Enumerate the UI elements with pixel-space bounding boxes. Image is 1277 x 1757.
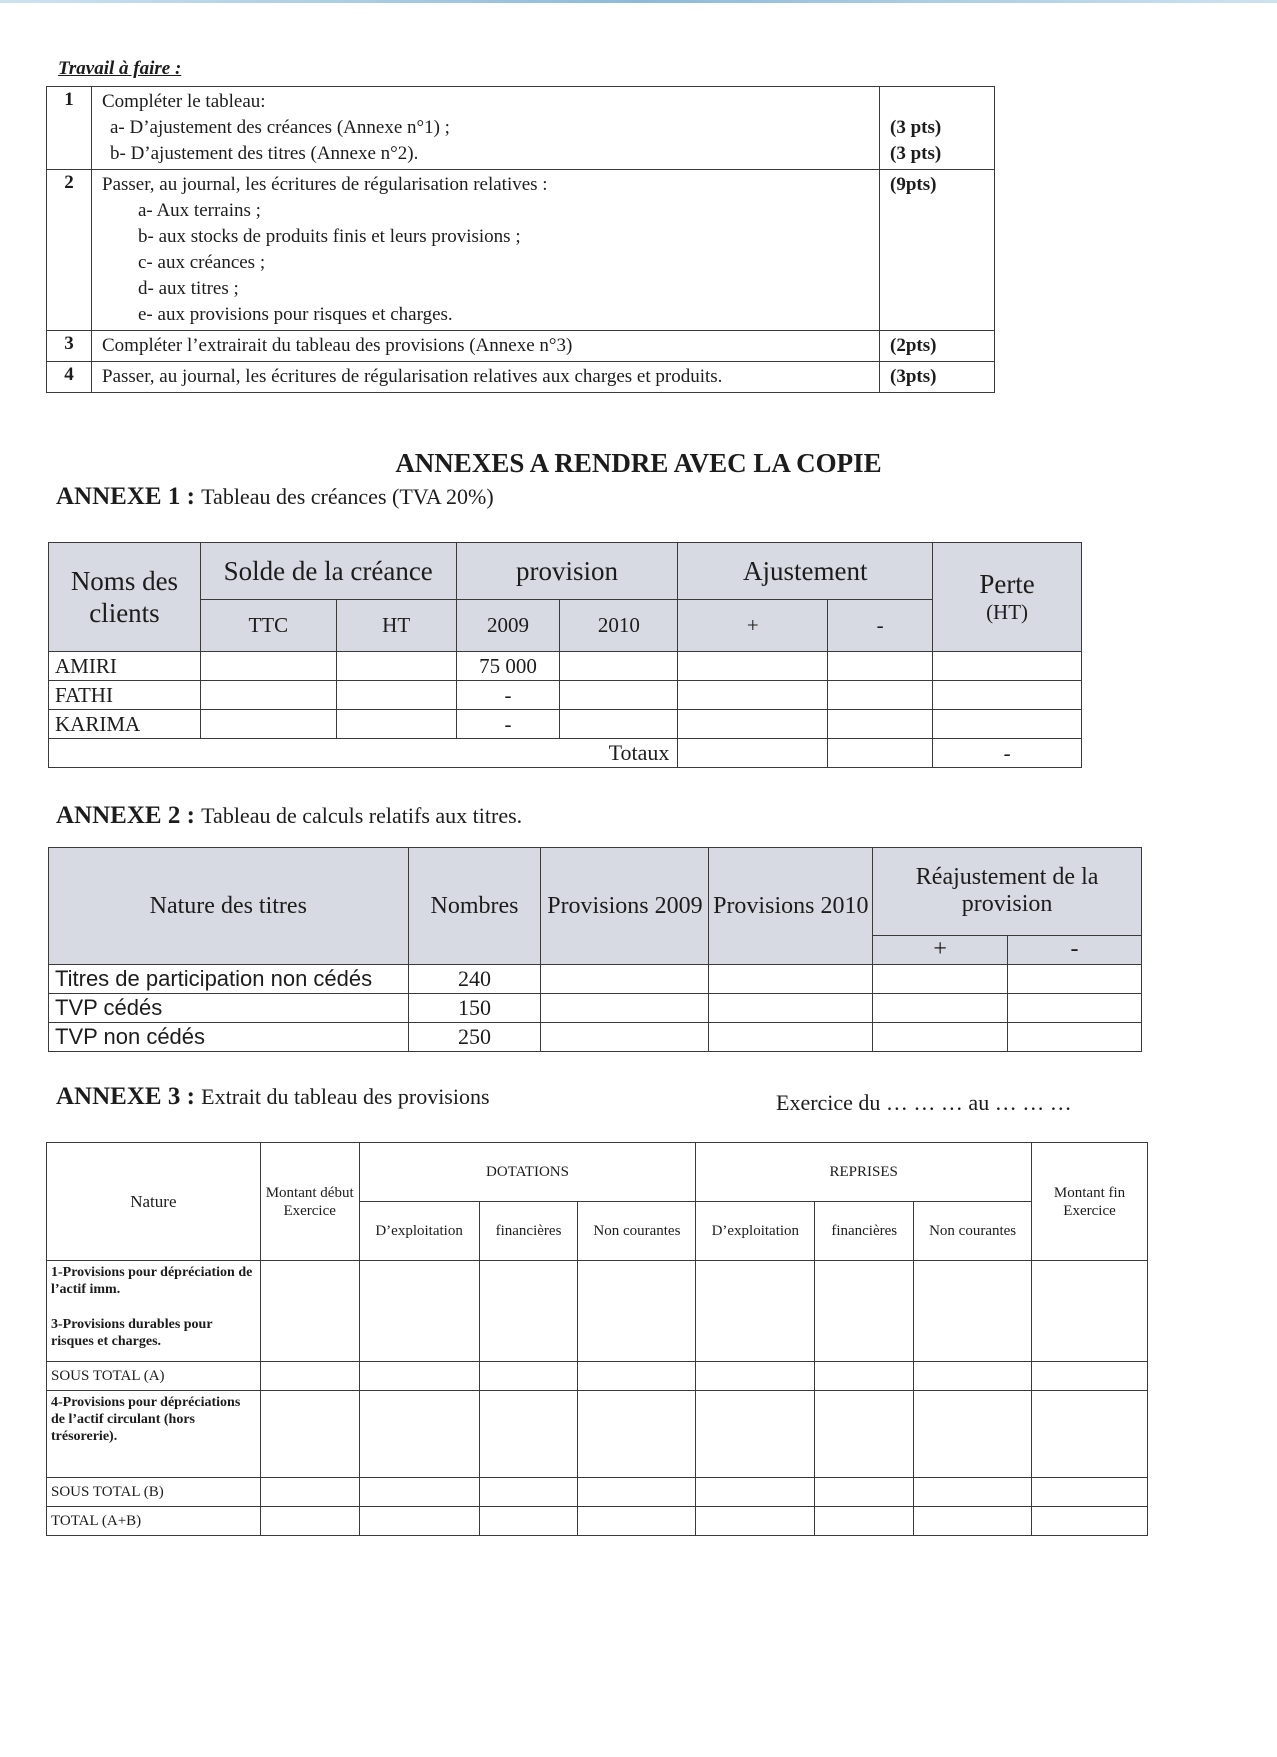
task-points: (9pts) xyxy=(880,170,995,331)
provision-2009: - xyxy=(456,710,560,739)
titre-nature: Titres de participation non cédés xyxy=(49,965,409,994)
task-row xyxy=(47,362,995,393)
annexe3-label: ANNEXE 3 : xyxy=(56,1083,195,1110)
table-row xyxy=(49,710,1082,739)
totaux-label: Totaux xyxy=(49,739,678,768)
table-row xyxy=(47,1507,1148,1536)
subcol-dot-financieres: financières xyxy=(479,1202,578,1261)
annexe1-desc: Tableau des créances (TVA 20%) xyxy=(201,484,494,509)
table-row xyxy=(49,965,1142,994)
task-subitem: d- aux titres ; xyxy=(138,278,239,299)
client-name: FATHI xyxy=(49,681,201,710)
annexe3-table xyxy=(46,1142,1148,1536)
provision-2009: 75 000 xyxy=(456,652,560,681)
table-row xyxy=(49,1023,1142,1052)
task-row xyxy=(47,170,995,331)
annexe3-desc: Extrait du tableau des provisions xyxy=(201,1084,490,1109)
row-label: 1-Provisions pour dépréciation de l’actif imm. xyxy=(51,1265,253,1297)
table-row xyxy=(47,1478,1148,1507)
col-montant-debut: Montant début Exercice xyxy=(260,1143,359,1261)
task-number: 1 xyxy=(47,87,92,170)
col-nombres: Nombres xyxy=(408,848,541,965)
col-noms-clients: Noms des clients xyxy=(49,543,201,652)
subcol-rep-exploitation: D’exploitation xyxy=(696,1202,815,1261)
subcol-2010: 2010 xyxy=(560,600,678,652)
exercice-period: Exercice du … … … au … … … xyxy=(776,1090,1072,1115)
travail-title: Travail à faire : xyxy=(58,58,182,79)
subcol-plus: + xyxy=(678,600,828,652)
annexe1-heading xyxy=(56,483,494,511)
task-subitem: c- aux créances ; xyxy=(138,252,266,273)
task-subitem: e- aux provisions pour risques et charges. xyxy=(138,304,453,325)
col-ajustement: Ajustement xyxy=(678,543,933,600)
col-montant-fin: Montant fin Exercice xyxy=(1032,1143,1148,1261)
annexe2-label: ANNEXE 2 : xyxy=(56,802,195,829)
task-text: Passer, au journal, les écritures de régularisation relatives aux charges et produits. xyxy=(92,362,880,393)
subcol-rep-financieres: financières xyxy=(815,1202,914,1261)
annexe2-desc: Tableau de calculs relatifs aux titres. xyxy=(201,803,523,828)
col-dotations: DOTATIONS xyxy=(359,1143,696,1202)
task-text: Compléter le tableau: xyxy=(102,91,266,112)
task-number: 4 xyxy=(47,362,92,393)
client-name: KARIMA xyxy=(49,710,201,739)
annexe3-heading xyxy=(56,1083,490,1111)
titre-nombre: 240 xyxy=(408,965,541,994)
tasks-table xyxy=(46,86,995,393)
col-nature-titres: Nature des titres xyxy=(49,848,409,965)
table-row xyxy=(47,1261,1148,1362)
row-label: 3-Provisions durables pour risques et charges. xyxy=(51,1317,213,1349)
subcol-ht: HT xyxy=(336,600,456,652)
annexe2-table xyxy=(48,847,1142,1052)
subcol-minus: - xyxy=(1008,935,1142,964)
row-label: SOUS TOTAL (A) xyxy=(47,1362,261,1391)
task-points: (2pts) xyxy=(880,331,995,362)
top-border xyxy=(0,0,1277,3)
task-points: (3 pts) xyxy=(890,143,942,164)
task-text: Passer, au journal, les écritures de régularisation relatives : xyxy=(102,174,548,195)
col-solde: Solde de la créance xyxy=(200,543,456,600)
task-points: (3pts) xyxy=(880,362,995,393)
provision-2009: - xyxy=(456,681,560,710)
table-row xyxy=(49,994,1142,1023)
task-row xyxy=(47,87,995,170)
annexe1-label: ANNEXE 1 : xyxy=(56,483,195,510)
annexe2-heading xyxy=(56,802,522,830)
table-row xyxy=(49,681,1082,710)
col-nature: Nature xyxy=(47,1143,261,1261)
annexe1-table xyxy=(48,542,1082,768)
table-row xyxy=(47,1362,1148,1391)
totaux-perte: - xyxy=(933,739,1082,768)
client-name: AMIRI xyxy=(49,652,201,681)
subcol-rep-non-courantes: Non courantes xyxy=(914,1202,1032,1261)
col-provisions-2010: Provisions 2010 xyxy=(709,848,873,965)
task-subitem: a- D’ajustement des créances (Annexe n°1) ; xyxy=(110,117,450,138)
annexes-title: ANNEXES A RENDRE AVEC LA COPIE xyxy=(395,448,882,478)
row-label: TOTAL (A+B) xyxy=(47,1507,261,1536)
col-reprises: REPRISES xyxy=(696,1143,1032,1202)
task-subitem: a- Aux terrains ; xyxy=(138,200,261,221)
col-perte: Perte xyxy=(979,569,1035,599)
row-label: 4-Provisions pour dépréciations de l’actif circulant (hors trésorerie). xyxy=(47,1391,261,1478)
task-subitem: b- D’ajustement des titres (Annexe n°2). xyxy=(110,143,419,164)
col-provision: provision xyxy=(456,543,678,600)
subcol-minus: - xyxy=(828,600,933,652)
task-number: 2 xyxy=(47,170,92,331)
titre-nature: TVP cédés xyxy=(49,994,409,1023)
task-points: (3 pts) xyxy=(890,117,942,138)
col-reajustement: Réajustement de la provision xyxy=(873,848,1142,936)
task-row xyxy=(47,331,995,362)
table-row xyxy=(47,1391,1148,1478)
subcol-plus: + xyxy=(873,935,1008,964)
col-perte-sub: (HT) xyxy=(986,600,1029,624)
subcol-2009: 2009 xyxy=(456,600,560,652)
titre-nombre: 250 xyxy=(408,1023,541,1052)
subcol-ttc: TTC xyxy=(200,600,336,652)
task-number: 3 xyxy=(47,331,92,362)
subcol-dot-non-courantes: Non courantes xyxy=(578,1202,696,1261)
titre-nombre: 150 xyxy=(408,994,541,1023)
row-label: SOUS TOTAL (B) xyxy=(47,1478,261,1507)
titre-nature: TVP non cédés xyxy=(49,1023,409,1052)
table-row xyxy=(49,652,1082,681)
task-subitem: b- aux stocks de produits finis et leurs provisions ; xyxy=(138,226,521,247)
subcol-dot-exploitation: D’exploitation xyxy=(359,1202,479,1261)
totals-row xyxy=(49,739,1082,768)
col-provisions-2009: Provisions 2009 xyxy=(541,848,709,965)
task-text: Compléter l’extrairait du tableau des provisions (Annexe n°3) xyxy=(92,331,880,362)
